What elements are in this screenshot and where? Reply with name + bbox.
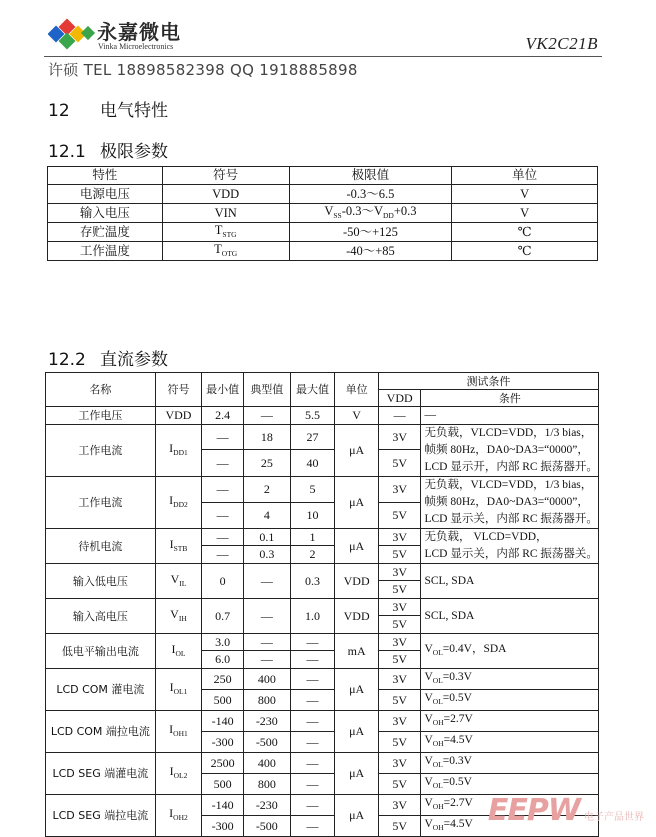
contact-line: 许硕 TEL 18898582398 QQ 1918885898 [48, 61, 358, 79]
table-row: 待机电流 $I_{STB}$ — 0.1 1 μA 3V 无负载， VLCD=VDD， LCD 显示关，内部 RC 振荡器关。 [46, 529, 599, 546]
param-unit: V [452, 204, 598, 223]
section-12-2-heading [48, 345, 168, 370]
section-number: 12 [48, 101, 70, 121]
header-cell: 测试条件 [378, 373, 598, 390]
header-cell: 最大值 [290, 373, 335, 407]
table-row: 5V [46, 616, 599, 634]
header-cell: 典型值 [243, 373, 290, 407]
table-row: 5V [46, 581, 599, 599]
header-cell: 符号 [155, 373, 201, 407]
test-condition: 无负载，VLCD=VDD，1/3 bias， 帧频 80Hz，DA0~DA3=“0000”， LCD 显示关，内部 RC 振荡器开。 [421, 477, 599, 529]
header-cell: 极限值 [289, 167, 452, 185]
table-row [48, 185, 598, 204]
param-limit: -40～+85 [289, 242, 452, 261]
param-name: 工作温度 [48, 242, 163, 261]
brand-name-cn: 永嘉微电 [97, 20, 181, 44]
param-symbol: VDD [162, 185, 289, 204]
header-cell: 单位 [335, 373, 379, 407]
test-condition: 无负载，VLCD=VDD，1/3 bias， 帧频 80Hz，DA0~DA3=“0000”， LCD 显示开，内部 RC 振荡器开。 [421, 425, 599, 477]
table-row: 工作电压 VDD 2.4 — 5.5 V — — [46, 407, 599, 425]
table-row: 输入高电压 $V_{IH}$ 0.7 — 1.0 VDD 3V SCL, SDA [46, 599, 599, 616]
table-row: — 25 40 5V [46, 450, 599, 477]
table-row: — 4 10 5V [46, 503, 599, 529]
table-row: LCD SEG 端拉电流 $I_{OH2}$ -140 -230 — μA 3V $V_{OH}=2.7V$ [46, 795, 599, 816]
table-row: 6.0 — — 5V [46, 651, 599, 669]
header-cell: 单位 [452, 167, 598, 185]
section-number: 12.2 [48, 350, 86, 370]
table-row: LCD COM 端拉电流 $I_{OH1}$ -140 -230 — μA 3V $V_{OH}=2.7V$ [46, 711, 599, 732]
param-symbol: VIN [162, 204, 289, 223]
table-row: LCD SEG 端灌电流 $I_{OL2}$ 2500 400 — μA 3V $V_{OL}=0.3V$ [46, 753, 599, 774]
table-header-row [46, 373, 599, 390]
table-row: 工作电流 $I_{DD1}$ — 18 27 μA 3V 无负载，VLCD=VDD，1/3 bias， 帧频 80Hz，DA0~DA3=“0000”， LCD 显示开，内部 RC 振荡器开。 [46, 425, 599, 450]
header-cell: 条件 [421, 390, 599, 407]
section-number: 12.1 [48, 142, 86, 162]
param-unit: ℃ [452, 242, 598, 261]
param-name: 存贮温度 [48, 223, 163, 242]
table-row: 工作电流 $I_{DD2}$ — 2 5 μA 3V 无负载，VLCD=VDD，1/3 bias， 帧频 80Hz，DA0~DA3=“0000”， LCD 显示关，内部 RC 振荡器开。 [46, 477, 599, 503]
table-row: 输入低电压 $V_{IL}$ 0 — 0.3 VDD 3V SCL, SDA [46, 564, 599, 581]
section-12-heading [48, 96, 168, 121]
table-row: -300 -500 — 5V $V_{OH}=4.5V$ [46, 732, 599, 753]
param-symbol: $T_{STG}$ [162, 223, 289, 242]
table-row: 低电平输出电流 $I_{OL}$ 3.0 — — mA 3V $V_{OL}=0.4V$，SDA [46, 634, 599, 651]
param-symbol: $T_{OTG}$ [162, 242, 289, 261]
section-title: 极限参数 [100, 142, 168, 162]
vinka-logo-icon [48, 18, 96, 54]
param-name: 电源电压 [48, 185, 163, 204]
table-row: 500 800 — 5V $V_{OL}=0.5V$ [46, 774, 599, 795]
param-limit: -50～+125 [289, 223, 452, 242]
brand-name-en: Vinka Microelectronics [98, 42, 174, 51]
table-row: LCD COM 灌电流 $I_{OL1}$ 250 400 — μA 3V $V_{OL}=0.3V$ [46, 669, 599, 690]
header-cell: 特性 [48, 167, 163, 185]
section-12-1-heading [48, 137, 168, 162]
dc-parameters-table [45, 372, 599, 837]
watermark-logo-text: EEPW [487, 793, 580, 828]
table-row [48, 204, 598, 223]
header-cell: VDD [378, 390, 421, 407]
table-row [48, 223, 598, 242]
test-condition: 无负载， VLCD=VDD， LCD 显示关，内部 RC 振荡器关。 [421, 529, 599, 564]
header-cell: 名称 [46, 373, 156, 407]
part-number: VK2C21B [525, 34, 598, 53]
section-title: 直流参数 [100, 350, 168, 370]
eepw-watermark [488, 793, 644, 828]
table-row: 500 800 — 5V $V_{OL}=0.5V$ [46, 690, 599, 711]
section-title: 电气特性 [100, 101, 168, 121]
watermark-subtitle: 电子产品世界 [584, 812, 644, 823]
param-unit: V [452, 185, 598, 204]
param-limit: -0.3～6.5 [289, 185, 452, 204]
header-cell: 符号 [162, 167, 289, 185]
param-unit: ℃ [452, 223, 598, 242]
table-row: -300 -500 — 5V $V_{OH}=4.5V$ [46, 816, 599, 837]
absolute-max-table [47, 166, 598, 261]
header-rule [44, 56, 602, 57]
param-limit: $V_{SS}-0.3\sim V_{DD}+0.3$ [289, 204, 452, 223]
table-header-row [48, 167, 598, 185]
table-row [48, 242, 598, 261]
table-row: — 0.3 2 5V [46, 546, 599, 564]
header-cell: 最小值 [202, 373, 244, 407]
param-name: 输入电压 [48, 204, 163, 223]
